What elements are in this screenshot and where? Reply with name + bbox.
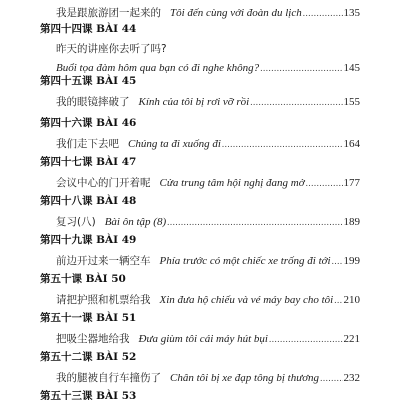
lesson-heading: 第五十二课 BÀI 52 <box>40 351 137 363</box>
lesson-heading: 第四十五课 BÀI 45 <box>40 75 137 87</box>
page-number: 221 <box>343 333 360 345</box>
toc-line[interactable] <box>56 370 360 385</box>
lesson-heading: 第四十六课 BÀI 46 <box>40 117 137 129</box>
dot-leader <box>306 178 343 188</box>
chinese-title: 请把护照和机票给我 <box>56 294 151 306</box>
toc-line[interactable] <box>56 214 360 229</box>
lesson-heading: 第五十三课 BÀI 53 <box>40 390 137 400</box>
chinese-title: 我的腿被自行车撞伤了 <box>56 372 161 384</box>
dot-leader <box>269 334 343 344</box>
page-number: 232 <box>343 372 360 384</box>
page-number: 164 <box>343 138 360 150</box>
vietnamese-title: Chúng ta đi xuống đi <box>128 138 221 150</box>
vietnamese-title: Cửa trung tâm hội nghị đang mở <box>159 177 305 189</box>
chinese-title: 复习(八) <box>56 216 96 228</box>
page-number: 135 <box>343 7 360 19</box>
lesson-heading: 第四十八课 BÀI 48 <box>40 195 137 207</box>
lesson-heading: 第四十七课 BÀI 47 <box>40 156 137 168</box>
vietnamese-title: Chân tôi bị xe đạp tông bị thương <box>170 372 320 384</box>
chinese-title: 前边开过来一辆空车 <box>56 255 151 267</box>
vietnamese-title: Xin đưa hộ chiếu và vé máy bay cho tôi <box>159 294 334 306</box>
toc-line[interactable] <box>56 5 360 20</box>
lesson-heading: 第五十课 BÀI 50 <box>40 273 126 285</box>
chinese-title: 我的眼镜摔破了 <box>56 96 130 108</box>
toc-line[interactable] <box>56 253 360 268</box>
page-number: 177 <box>343 177 360 189</box>
vietnamese-title: Đưa giùm tôi cái máy hút bụi <box>138 333 268 345</box>
page-number: 210 <box>343 294 360 306</box>
page-number: 199 <box>343 255 360 267</box>
lesson-heading: 第五十一课 BÀI 51 <box>40 312 137 324</box>
page-number: 145 <box>343 62 360 74</box>
dot-leader <box>320 373 342 383</box>
toc-line[interactable] <box>56 331 360 346</box>
vietnamese-title: Bài ôn tập (8) <box>104 216 167 228</box>
vietnamese-title: Buổi tọa đàm hôm qua bạn có đi nghe không? <box>56 62 260 74</box>
page-number: 189 <box>343 216 360 228</box>
chinese-title: 昨天的讲座你去听了吗? <box>56 43 167 55</box>
toc-line[interactable] <box>56 175 360 190</box>
dot-leader <box>260 63 342 73</box>
vietnamese-title: Phía trước có một chiếc xe trống đi tới <box>159 255 331 267</box>
dot-leader <box>303 8 343 18</box>
chinese-title: 会议中心的门开着呢 <box>56 177 151 189</box>
vietnamese-title: Kính của tôi bị rơi vỡ rồi <box>138 96 250 108</box>
lesson-heading: 第四十四课 BÀI 44 <box>40 23 137 35</box>
lesson-heading: 第四十九课 BÀI 49 <box>40 234 137 246</box>
dot-leader <box>332 256 343 266</box>
toc-line[interactable] <box>56 292 360 307</box>
toc-line[interactable] <box>56 136 360 151</box>
chinese-title: 我们走下去吧 <box>56 138 119 150</box>
dot-leader <box>167 217 342 227</box>
dot-leader <box>334 295 342 305</box>
dot-leader <box>222 139 343 149</box>
page-number: 155 <box>343 96 360 108</box>
chinese-title: 我是跟旅游团一起来的 <box>56 7 161 19</box>
chinese-title: 把吸尘器地给我 <box>56 333 130 345</box>
dot-leader <box>250 97 342 107</box>
vietnamese-title: Tôi đến cùng với đoàn du lịch <box>170 7 302 19</box>
toc-line[interactable] <box>56 94 360 109</box>
